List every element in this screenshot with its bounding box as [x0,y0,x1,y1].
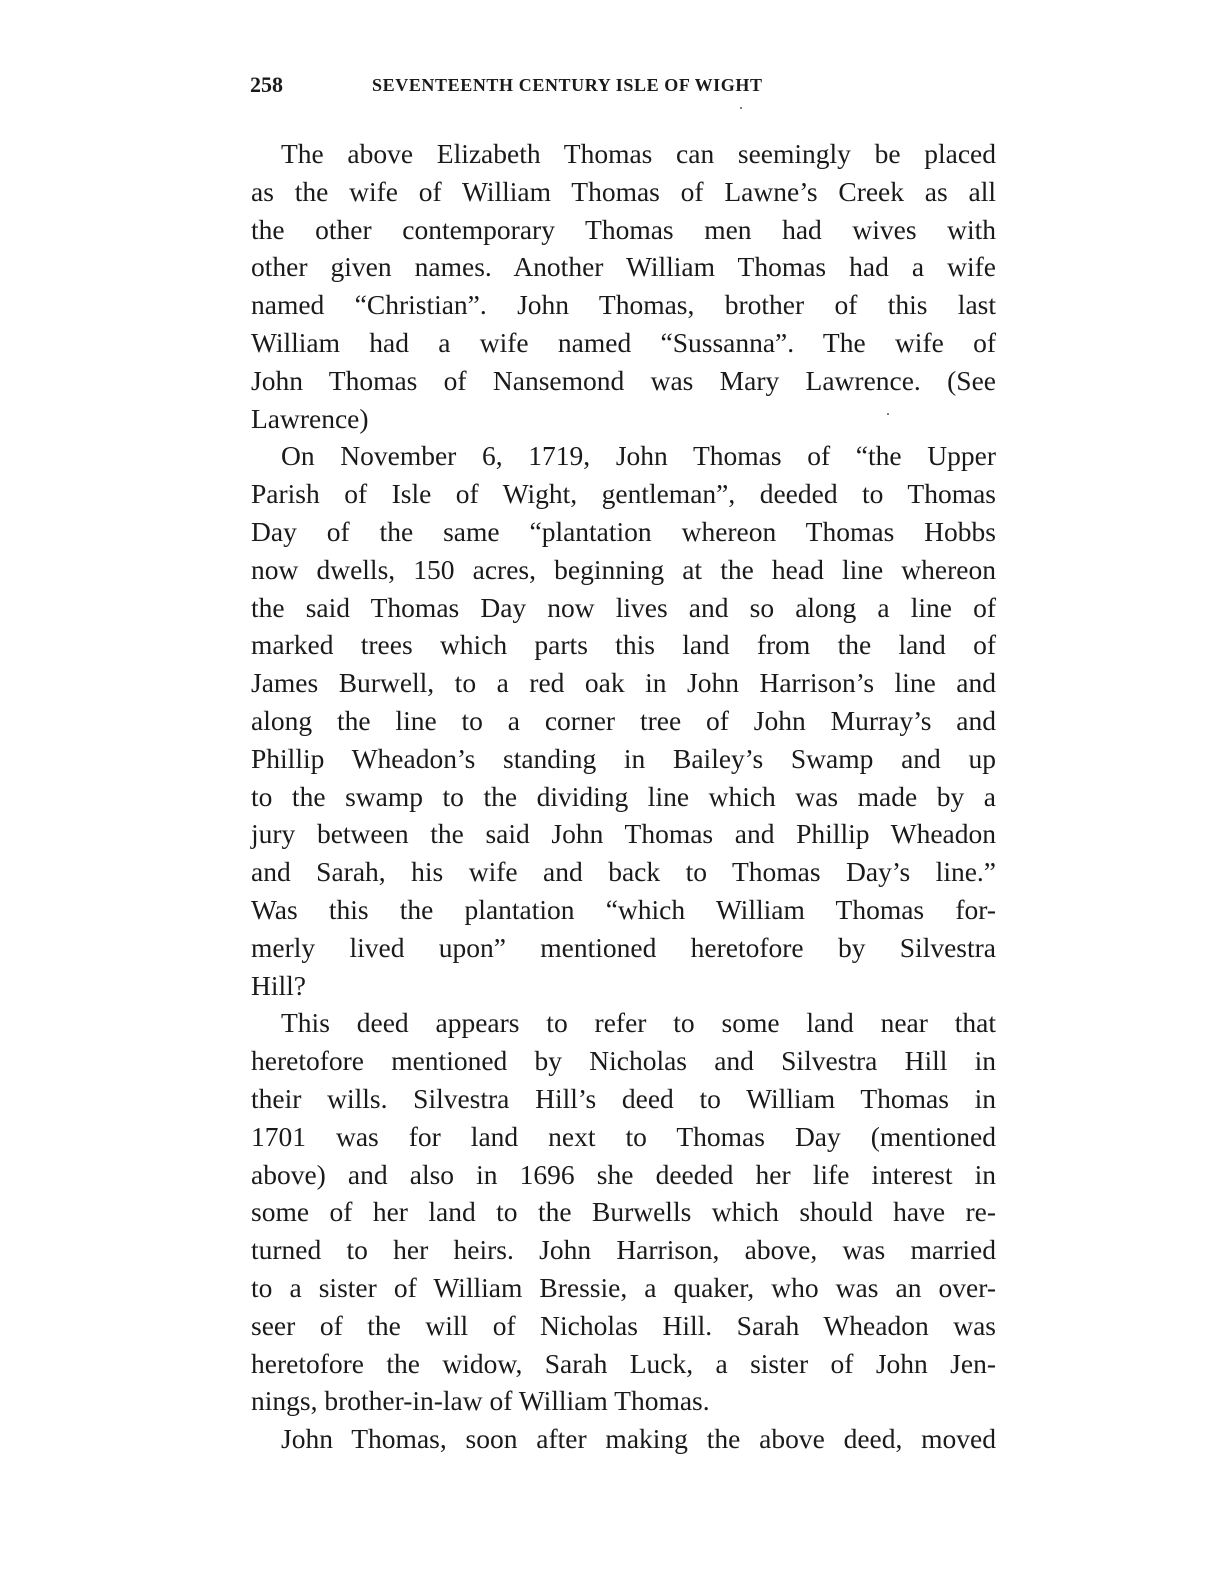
text-line: On November 6, 1719, John Thomas of “the Upper [281,440,996,472]
paragraph-4 [251,1420,996,1458]
text-line: Was this the plantation “which William Thomas for- [251,893,996,925]
text-line: Day of the same “plantation whereon Thomas Hobbs [251,515,996,547]
text-line: heretofore mentioned by Nicholas and Silvestra Hill in [251,1045,996,1077]
paragraph-2 [251,437,996,1004]
text-line: nings, brother-in-law of William Thomas. [251,1385,710,1417]
text-line: to a sister of William Bressie, a quaker, who was an over- [251,1271,996,1303]
text-line: jury between the said John Thomas and Phillip Wheadon [251,818,996,850]
text-line: James Burwell, to a red oak in John Harrison’s line and [251,667,996,699]
paragraph-3 [251,1004,996,1420]
running-head [250,72,890,102]
text-line: marked trees which parts this land from the land of [251,629,996,661]
text-line: their wills. Silvestra Hill’s deed to William Thomas in [251,1082,996,1114]
text-line: merly lived upon” mentioned heretofore by Silvestra [251,931,996,963]
text-line: Parish of Isle of Wight, gentleman”, deeded to Thomas [251,478,996,510]
text-line: above) and also in 1696 she deeded her life interest in [251,1158,996,1190]
text-line: William had a wife named “Sussanna”. The wife of [251,326,996,358]
text-line: named “Christian”. John Thomas, brother of this last [251,289,996,321]
text-line: the said Thomas Day now lives and so along a line of [251,591,996,623]
text-line: to the swamp to the dividing line which was made by a [251,780,996,812]
paragraph-1 [251,135,996,437]
text-line: John Thomas of Nansemond was Mary Lawrence. (See [251,364,996,396]
text-line: Hill? [251,969,306,1001]
scan-speck [740,107,742,109]
page-number: 258 [250,72,283,97]
text-line: and Sarah, his wife and back to Thomas Day’s line.” [251,856,996,888]
text-line: The above Elizabeth Thomas can seemingly be placed [281,138,996,169]
text-line: turned to her heirs. John Harrison, above, was married [251,1234,996,1266]
text-line: some of her land to the Burwells which should have re- [251,1196,996,1228]
text-line: Phillip Wheadon’s standing in Bailey’s Swamp and up [251,742,996,774]
text-line: 1701 was for land next to Thomas Day (mentioned [251,1120,996,1152]
text-line: Lawrence) [251,402,369,434]
text-line: the other contemporary Thomas men had wives with [251,213,996,245]
text-line: other given names. Another William Thomas had a wife [251,251,996,283]
running-title: SEVENTEENTH CENTURY ISLE OF WIGHT [372,75,763,95]
text-line: seer of the will of Nicholas Hill. Sarah Wheadon was [251,1309,996,1341]
text-line: as the wife of William Thomas of Lawne’s Creek as all [251,175,996,207]
body-text [251,135,996,1458]
text-line: along the line to a corner tree of John Murray’s and [251,704,996,736]
text-line: now dwells, 150 acres, beginning at the head line whereon [251,553,996,585]
text-line: heretofore the widow, Sarah Luck, a sister of John Jen- [251,1347,996,1379]
text-line: John Thomas, soon after making the above deed, moved [281,1423,996,1455]
text-line: This deed appears to refer to some land near that [281,1007,996,1039]
